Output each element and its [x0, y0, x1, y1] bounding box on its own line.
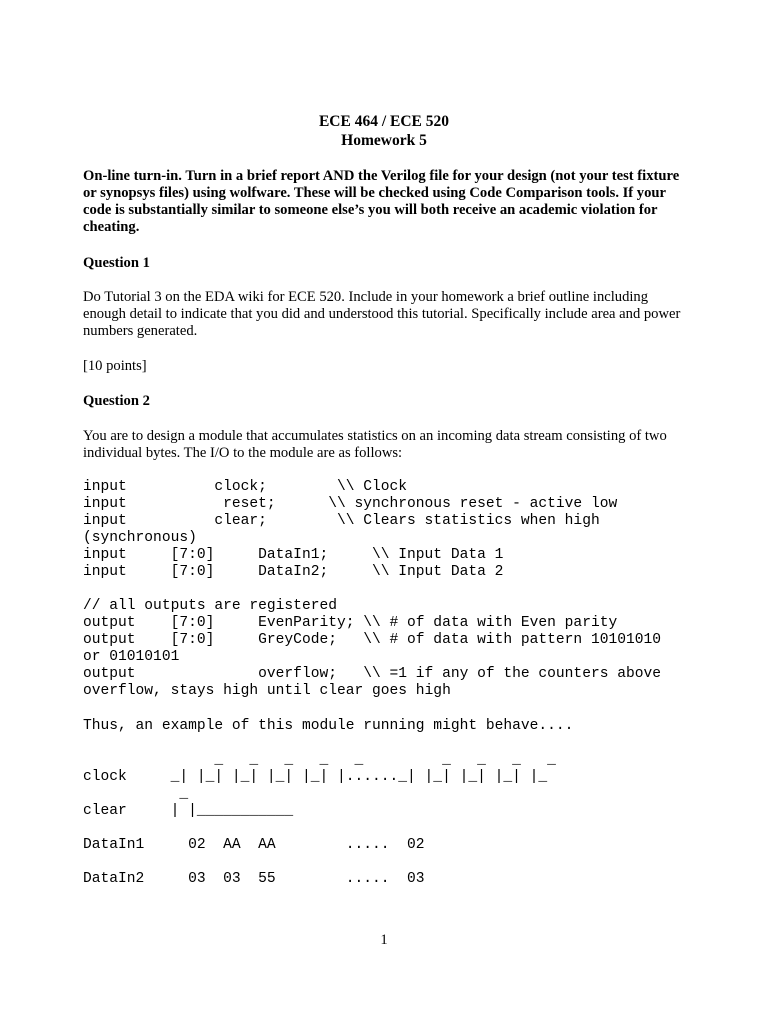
example-intro: Thus, an example of this module running might behave.... [83, 718, 574, 734]
question-1-points: [10 points] [83, 358, 147, 374]
io-declarations [83, 479, 693, 581]
datain2-waveform: DataIn2 03 03 55 ..... 03 [83, 871, 425, 887]
code-line: overflow, stays high until clear goes high [83, 683, 451, 699]
clock-waveform-top: _ _ _ _ _ _ _ _ _ [83, 752, 556, 768]
question-1-heading: Question 1 [83, 255, 150, 271]
code-line: // all outputs are registered [83, 598, 337, 614]
code-line: input [7:0] DataIn1; \\ Input Data 1 [83, 547, 504, 563]
code-line: (synchronous) [83, 530, 197, 546]
code-line: output [7:0] GreyCode; \\ # of data with pattern 10101010 [83, 632, 662, 648]
code-line: output overflow; \\ =1 if any of the counters above [83, 666, 662, 682]
code-line: input reset; \\ synchronous reset - active low [83, 496, 618, 512]
document-subtitle: Homework 5 [341, 132, 427, 149]
question-1-body: Do Tutorial 3 on the EDA wiki for ECE 520. Include in your homework a brief outline including enough detail to indicate that you did and understood this tutorial. Specifically include area and power numbers generated. [83, 289, 681, 339]
page-number: 1 [380, 932, 388, 948]
code-line: output [7:0] EvenParity; \\ # of data with Even parity [83, 615, 618, 631]
code-line: or 01010101 [83, 649, 180, 665]
code-line: input clear; \\ Clears statistics when high [83, 513, 600, 529]
clear-waveform-top: _ [83, 786, 189, 802]
code-line: input [7:0] DataIn2; \\ Input Data 2 [83, 564, 504, 580]
code-line: input clock; \\ Clock [83, 479, 408, 495]
document-title: ECE 464 / ECE 520 [318, 113, 450, 130]
turn-in-instructions: On-line turn-in. Turn in a brief report AND the Verilog file for your design (not your test fixture or synopsys files) using wolfware. These will be checked using Code Comparison tools. If your code is substantially similar to someone else’s you will both receive an academic violation for cheating. [83, 168, 680, 235]
clock-waveform: clock _| |_| |_| |_| |_| |......_| |_| |_| |_| |_ [83, 769, 548, 785]
question-2-heading: Question 2 [83, 393, 150, 409]
timing-waveform [83, 752, 693, 888]
question-2-body: You are to design a module that accumulates statistics on an incoming data stream consisting of two individual bytes. The I/O to the module are as follows: [83, 428, 667, 461]
clear-waveform: clear | |___________ [83, 803, 294, 819]
datain1-waveform: DataIn1 02 AA AA ..... 02 [83, 837, 425, 853]
output-declarations [83, 598, 693, 700]
